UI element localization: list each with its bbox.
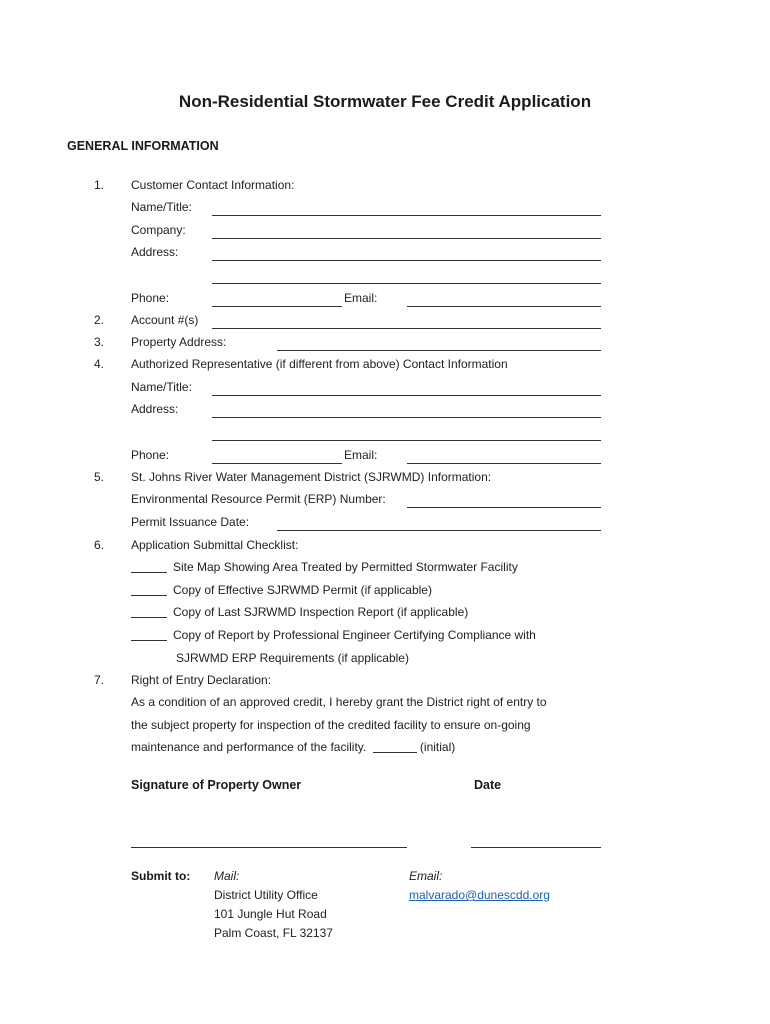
company-label: Company:: [131, 223, 186, 237]
item-label: Right of Entry Declaration:: [131, 673, 272, 687]
item-number: 4.: [94, 357, 105, 371]
item-number: 7.: [94, 673, 105, 687]
address-field[interactable]: [212, 260, 601, 261]
item-label: Account #(s): [131, 313, 199, 327]
item-label: St. Johns River Water Management District (SJRWMD) Information:: [131, 470, 492, 484]
checklist-item: Copy of Report by Professional Engineer Certifying Compliance with: [131, 628, 536, 642]
name-title-label: Name/Title:: [131, 200, 192, 214]
mail-address-line: District Utility Office: [214, 888, 318, 902]
email-label: Email:: [344, 291, 378, 305]
phone-label: Phone:: [131, 291, 170, 305]
rep-email-field[interactable]: [407, 463, 601, 464]
declaration-text: maintenance and performance of the facility. (initial): [131, 740, 456, 754]
account-field[interactable]: [212, 328, 601, 329]
rep-phone-field[interactable]: [212, 463, 342, 464]
rep-address-field[interactable]: [212, 417, 601, 418]
item-number: 2.: [94, 313, 105, 327]
date-label: Date: [474, 778, 502, 792]
address-field-line-2[interactable]: [212, 283, 601, 284]
property-address-field[interactable]: [277, 350, 601, 351]
checklist-item: Site Map Showing Area Treated by Permitted Stormwater Facility: [131, 560, 518, 574]
rep-name-title-field[interactable]: [212, 395, 601, 396]
mail-address-line: 101 Jungle Hut Road: [214, 907, 327, 921]
signature-field[interactable]: [131, 847, 407, 848]
email-label: Email:: [344, 448, 378, 462]
checklist-blank[interactable]: [131, 617, 167, 618]
address-label: Address:: [131, 402, 179, 416]
item-label: Application Submittal Checklist:: [131, 538, 299, 552]
checklist-item: Copy of Effective SJRWMD Permit (if applicable): [131, 583, 432, 597]
signature-label: Signature of Property Owner: [131, 778, 302, 792]
erp-number-field[interactable]: [407, 507, 601, 508]
company-field[interactable]: [212, 238, 601, 239]
item-number: 3.: [94, 335, 105, 349]
item-label: Authorized Representative (if different from above) Contact Information: [131, 357, 508, 371]
item-label: Customer Contact Information:: [131, 178, 295, 192]
item-number: 6.: [94, 538, 105, 552]
checklist-item: Copy of Last SJRWMD Inspection Report (if applicable): [131, 605, 468, 619]
checklist-blank[interactable]: [131, 595, 167, 596]
address-label: Address:: [131, 245, 179, 259]
mail-address-line: Palm Coast, FL 32137: [214, 926, 333, 940]
email-label: Email:: [409, 869, 443, 883]
permit-issuance-field[interactable]: [277, 530, 601, 531]
phone-field[interactable]: [212, 306, 342, 307]
email-link[interactable]: malvarado@dunescdd.org: [409, 888, 550, 902]
submit-to-label: Submit to:: [131, 869, 191, 883]
date-field[interactable]: [471, 847, 601, 848]
phone-label: Phone:: [131, 448, 170, 462]
checklist-blank[interactable]: [131, 572, 167, 573]
item-number: 1.: [94, 178, 105, 192]
section-heading: GENERAL INFORMATION: [67, 139, 219, 153]
page-title: Non-Residential Stormwater Fee Credit Application: [178, 92, 592, 111]
permit-issuance-label: Permit Issuance Date:: [131, 515, 250, 529]
checklist-item-continued: SJRWMD ERP Requirements (if applicable): [176, 651, 409, 665]
mail-label: Mail:: [214, 869, 240, 883]
rep-address-field-line-2[interactable]: [212, 440, 601, 441]
name-title-field[interactable]: [212, 215, 601, 216]
name-title-label: Name/Title:: [131, 380, 192, 394]
item-number: 5.: [94, 470, 105, 484]
item-label: Property Address:: [131, 335, 227, 349]
email-field[interactable]: [407, 306, 601, 307]
declaration-text: the subject property for inspection of the credited facility to ensure on-going: [131, 718, 531, 732]
initial-blank[interactable]: [373, 752, 417, 753]
declaration-text: As a condition of an approved credit, I hereby grant the District right of entry to: [131, 695, 547, 709]
checklist-blank[interactable]: [131, 640, 167, 641]
erp-number-label: Environmental Resource Permit (ERP) Number:: [131, 492, 386, 506]
